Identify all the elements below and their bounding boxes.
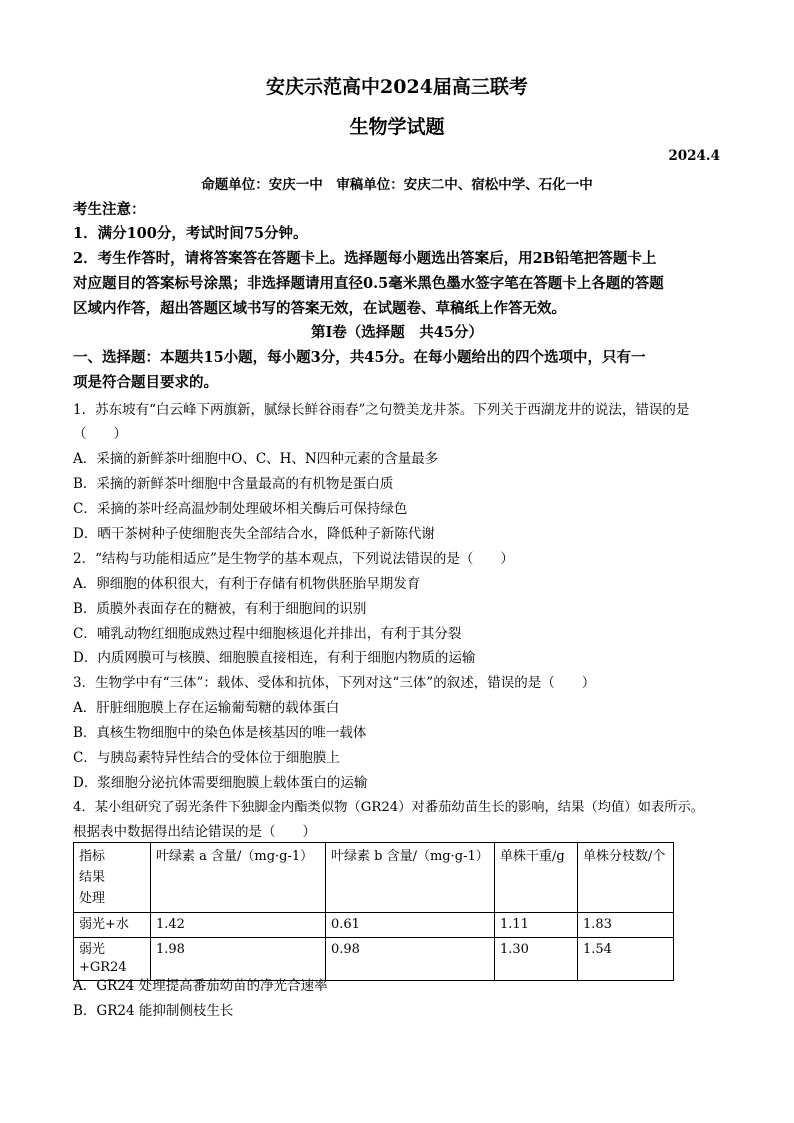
q1-option-d: D．晒干茶树种子使细胞丧失全部结合水，降低种子新陈代谢 [73,526,435,542]
q1-option-c: C．采摘的茶叶经高温炒制处理破坏相关酶后可保持绿色 [73,501,408,517]
q2-stem: 2．“结构与功能相适应”是生物学的基本观点，下列说法错误的是（ ） [73,551,514,567]
corner-label-indicator: 指标 [79,849,106,864]
table-cell: 1.54 [578,938,674,981]
q3-option-d: D．浆细胞分泌抗体需要细胞膜上载体蛋白的运输 [73,775,368,791]
q4-stem-line-2: 根据表中数据得出结论错误的是（ ） [73,824,316,840]
table-row [74,913,674,938]
q1-stem-line-2: （ ） [73,426,127,442]
table-cell: 1.11 [495,913,578,938]
table-corner-cell [74,843,151,913]
corner-label-treatment: 处理 [79,891,106,906]
table-row-label: 弱光+GR24 [74,938,151,981]
q3-option-a: A．肝脏细胞膜上存在运输葡萄糖的载体蛋白 [73,700,340,716]
q2-option-a: A．卵细胞的体积很大，有利于存储有机物供胚胎早期发育 [73,576,421,592]
q2-option-d: D．内质网膜可与核膜、细胞膜直接相连，有利于细胞内物质的运输 [73,650,476,666]
table-row-label: 弱光+水 [74,913,151,938]
notice-item-1: 1．满分100分，考试时间75分钟。 [73,225,308,242]
table-header-cell: 单株干重/g [495,843,578,913]
q3-option-c: C．与胰岛素特异性结合的受体位于细胞膜上 [73,750,340,766]
notice-heading: 考生注意： [73,201,146,218]
exam-subtitle: 生物学试题 [349,116,445,138]
table-cell: 1.42 [151,913,326,938]
q4-option-b: B．GR24 能抑制侧枝生长 [73,1003,234,1019]
table-cell: 1.30 [495,938,578,981]
exam-date: 2024.4 [668,148,720,164]
section-intro-line-2: 项是符合题目要求的。 [73,374,218,391]
notice-item-2-line-3: 区域内作答，超出答题区域书写的答案无效，在试题卷、草稿纸上作答无效。 [73,300,566,317]
table-header-cell: 单株分枝数/个 [578,843,674,913]
exam-title: 安庆示范高中2024届高三联考 [266,76,528,98]
q4-option-a: A．GR24 处理提高番茄幼苗的净光合速率 [73,978,328,994]
q2-option-c: C．哺乳动物红细胞成熟过程中细胞核退化并排出，有利于其分裂 [73,626,462,642]
notice-item-2-line-2: 对应题目的答案标号涂黑；非选择题请用直径0.5毫米黑色墨水签字笔在答题卡上各题的答题 [73,275,664,292]
q1-stem-line-1: 1．苏东坡有“白云峰下两旗新，腻绿长鲜谷雨春”之句赞美龙井茶。下列关于西湖龙井的说法，错误的是 [73,402,690,418]
q4-data-table [73,842,674,981]
table-cell: 1.98 [151,938,326,981]
table-cell: 0.98 [326,938,495,981]
table-header-row [74,843,674,913]
exam-units: 命题单位：安庆一中 审稿单位：安庆二中、宿松中学、石化一中 [201,177,593,193]
q1-option-b: B．采摘的新鲜茶叶细胞中含量最高的有机物是蛋白质 [73,476,394,492]
q4-stem-line-1: 4．某小组研究了弱光条件下独脚金内酯类似物（GR24）对番茄幼苗生长的影响，结果（均值）如表所示。 [73,800,705,815]
q3-stem: 3．生物学中有“三体”：载体、受体和抗体，下列对这“三体”的叙述，错误的是（ ） [73,675,596,691]
notice-item-2-line-1: 2．考生作答时，请将答案答在答题卡上。选择题每小题选出答案后，用2B铅笔把答题卡上 [73,250,657,267]
section-intro-line-1: 一、选择题：本题共15小题，每小题3分，共45分。在每小题给出的四个选项中，只有一 [73,349,646,366]
section-heading: 第Ⅰ卷（选择题 共45分） [311,324,483,341]
corner-label-result: 结果 [79,870,106,885]
q3-option-b: B．真核生物细胞中的染色体是核基因的唯一载体 [73,725,367,741]
table-header-cell: 叶绿素 b 含量/（mg·g-1） [326,843,495,913]
q2-option-b: B．质膜外表面存在的糖被，有利于细胞间的识别 [73,601,367,617]
table-cell: 0.61 [326,913,495,938]
q1-option-a: A．采摘的新鲜茶叶细胞中O、C、H、N四种元素的含量最多 [73,451,439,467]
table-header-cell: 叶绿素 a 含量/（mg·g-1） [151,843,326,913]
table-cell: 1.83 [578,913,674,938]
